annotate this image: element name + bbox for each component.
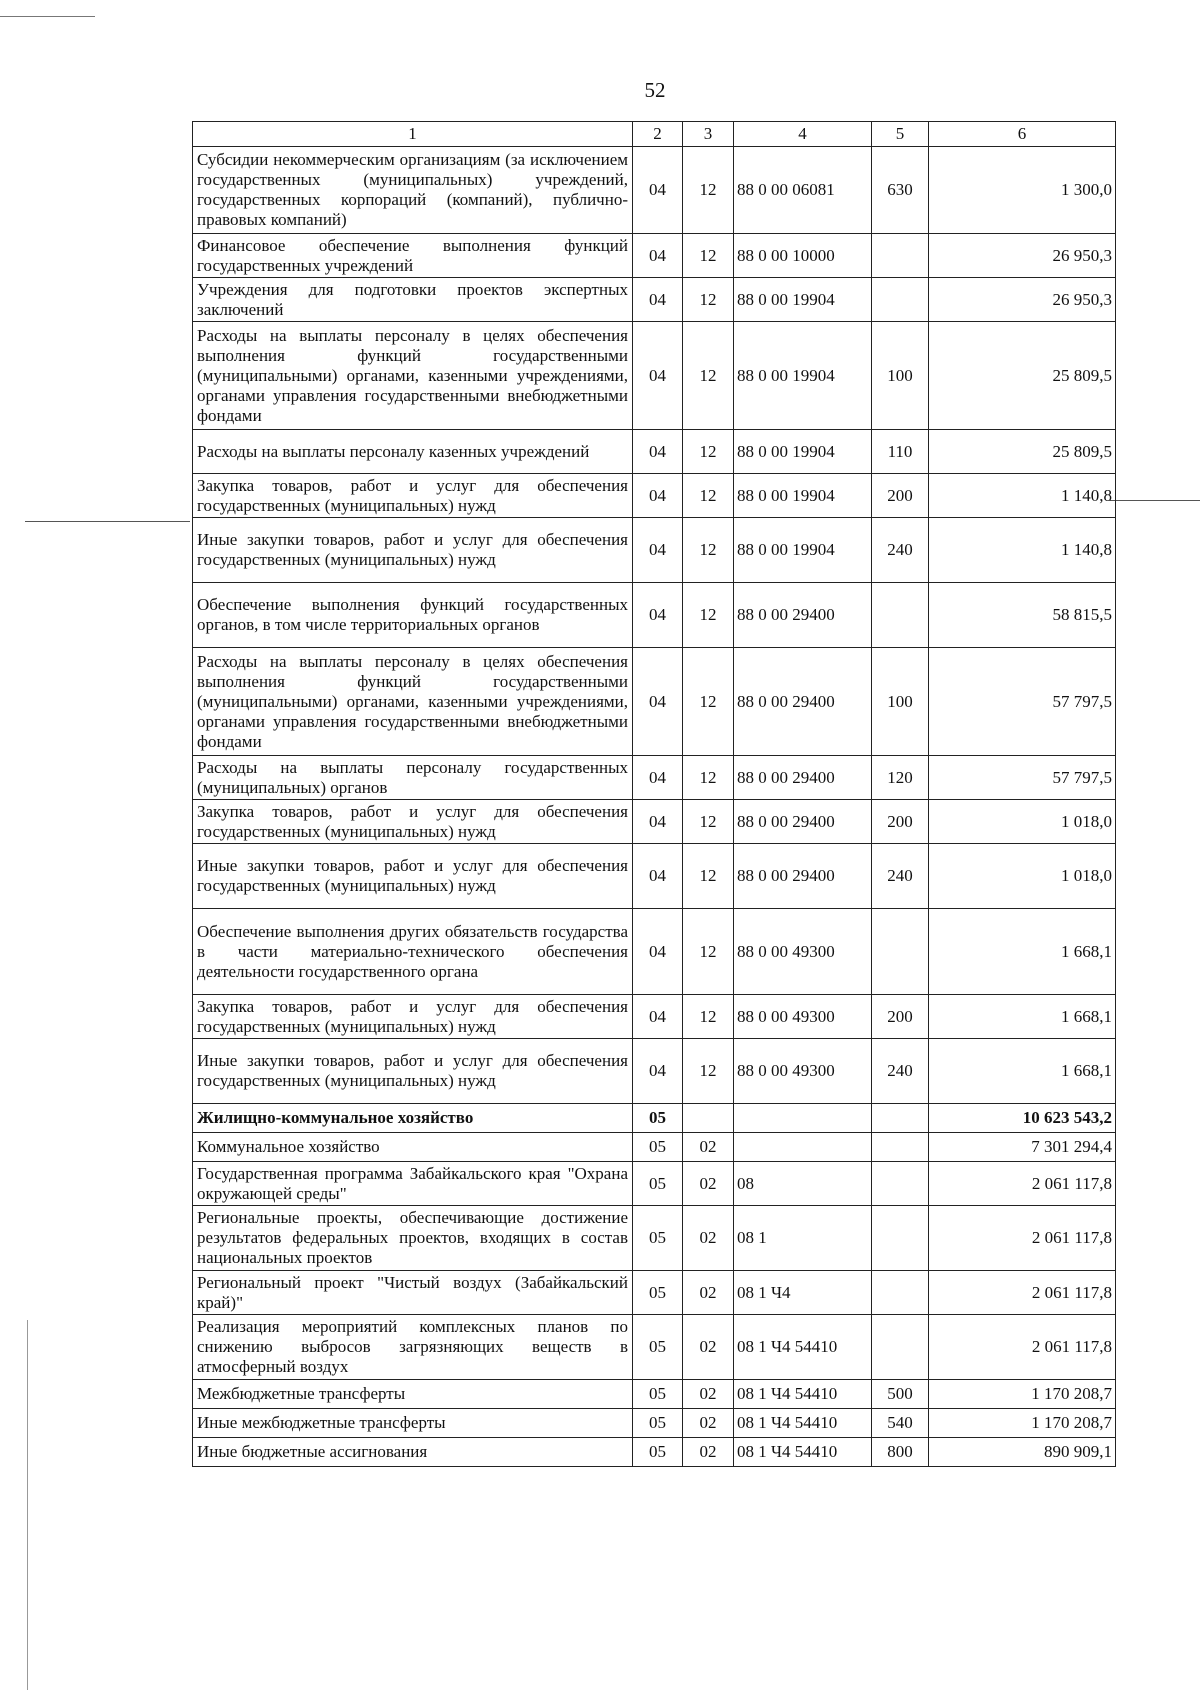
- subsection-code-cell: 02: [683, 1409, 734, 1438]
- target-article-cell: 88 0 00 19904: [734, 430, 872, 474]
- table-row: [193, 1104, 1116, 1133]
- target-article-cell: 88 0 00 29400: [734, 800, 872, 844]
- expense-type-cell: 110: [872, 430, 929, 474]
- expense-type-cell: 100: [872, 322, 929, 430]
- subsection-code-cell: 12: [683, 518, 734, 583]
- target-article-cell: [734, 1133, 872, 1162]
- amount-cell: 2 061 117,8: [929, 1271, 1116, 1315]
- subsection-code-cell: 02: [683, 1271, 734, 1315]
- expense-type-cell: [872, 278, 929, 322]
- target-article-cell: [734, 1104, 872, 1133]
- item-name-cell: Реализация мероприятий комплексных планов по снижению выбросов загрязняющих веществ в атмосферный воздух: [193, 1315, 633, 1380]
- amount-cell: 25 809,5: [929, 430, 1116, 474]
- item-name-cell: Расходы на выплаты персоналу в целях обеспечения выполнения функций государственными (муниципальными) органами, казенными учреждениями, органами управления государственными внебюджетными фондами: [193, 648, 633, 756]
- subsection-code-cell: 12: [683, 648, 734, 756]
- column-header: 4: [734, 122, 872, 147]
- item-name-cell: Жилищно-коммунальное хозяйство: [193, 1104, 633, 1133]
- subsection-code-cell: [683, 1104, 734, 1133]
- expense-type-cell: [872, 1104, 929, 1133]
- item-name-cell: Региональный проект "Чистый воздух (Забайкальский край)": [193, 1271, 633, 1315]
- expense-type-cell: 200: [872, 474, 929, 518]
- expense-type-cell: 240: [872, 1039, 929, 1104]
- page-number: 52: [644, 78, 666, 102]
- amount-cell: 25 809,5: [929, 322, 1116, 430]
- column-header: 6: [929, 122, 1116, 147]
- table-row: [193, 1380, 1116, 1409]
- amount-cell: 1 668,1: [929, 995, 1116, 1039]
- amount-cell: 890 909,1: [929, 1438, 1116, 1467]
- table-row: [193, 278, 1116, 322]
- item-name-cell: Коммунальное хозяйство: [193, 1133, 633, 1162]
- amount-cell: 57 797,5: [929, 648, 1116, 756]
- section-code-cell: 04: [633, 583, 683, 648]
- expense-type-cell: [872, 1162, 929, 1206]
- table-row: [193, 844, 1116, 909]
- expense-type-cell: 100: [872, 648, 929, 756]
- subsection-code-cell: 02: [683, 1162, 734, 1206]
- item-name-cell: Обеспечение выполнения других обязательств государства в части материально-технического обеспечения деятельности государственного органа: [193, 909, 633, 995]
- section-code-cell: 04: [633, 147, 683, 234]
- subsection-code-cell: 12: [683, 474, 734, 518]
- item-name-cell: Закупка товаров, работ и услуг для обеспечения государственных (муниципальных) нужд: [193, 474, 633, 518]
- target-article-cell: 08 1 Ч4 54410: [734, 1315, 872, 1380]
- item-name-cell: Расходы на выплаты персоналу государственных (муниципальных) органов: [193, 756, 633, 800]
- section-code-cell: 05: [633, 1206, 683, 1271]
- amount-cell: 26 950,3: [929, 234, 1116, 278]
- table-row: [193, 1315, 1116, 1380]
- target-article-cell: 88 0 00 19904: [734, 518, 872, 583]
- table-row: [193, 800, 1116, 844]
- target-article-cell: 88 0 00 19904: [734, 278, 872, 322]
- target-article-cell: 08 1 Ч4 54410: [734, 1409, 872, 1438]
- budget-table: [192, 121, 1116, 1467]
- expense-type-cell: 120: [872, 756, 929, 800]
- amount-cell: 10 623 543,2: [929, 1104, 1116, 1133]
- table-row: [193, 648, 1116, 756]
- table-row: [193, 234, 1116, 278]
- subsection-code-cell: 12: [683, 800, 734, 844]
- section-code-cell: 04: [633, 1039, 683, 1104]
- amount-cell: 26 950,3: [929, 278, 1116, 322]
- column-header: 1: [193, 122, 633, 147]
- section-code-cell: 04: [633, 518, 683, 583]
- target-article-cell: 88 0 00 10000: [734, 234, 872, 278]
- item-name-cell: Иные закупки товаров, работ и услуг для обеспечения государственных (муниципальных) нужд: [193, 1039, 633, 1104]
- target-article-cell: 08 1 Ч4: [734, 1271, 872, 1315]
- target-article-cell: 88 0 00 29400: [734, 844, 872, 909]
- expense-type-cell: 240: [872, 518, 929, 583]
- expense-type-cell: [872, 234, 929, 278]
- scan-artifact-line: [27, 1320, 28, 1690]
- table-row: [193, 1039, 1116, 1104]
- section-code-cell: 04: [633, 278, 683, 322]
- section-code-cell: 04: [633, 800, 683, 844]
- subsection-code-cell: 02: [683, 1438, 734, 1467]
- item-name-cell: Расходы на выплаты персоналу в целях обеспечения выполнения функций государственными (муниципальными) органами, казенными учреждениями, органами управления государственными внебюджетными фондами: [193, 322, 633, 430]
- expense-type-cell: [872, 909, 929, 995]
- expense-type-cell: 240: [872, 844, 929, 909]
- column-header: 3: [683, 122, 734, 147]
- table-row: [193, 1206, 1116, 1271]
- subsection-code-cell: 12: [683, 583, 734, 648]
- target-article-cell: 08 1 Ч4 54410: [734, 1438, 872, 1467]
- item-name-cell: Иные бюджетные ассигнования: [193, 1438, 633, 1467]
- subsection-code-cell: 12: [683, 909, 734, 995]
- item-name-cell: Расходы на выплаты персоналу казенных учреждений: [193, 430, 633, 474]
- subsection-code-cell: 02: [683, 1133, 734, 1162]
- expense-type-cell: 200: [872, 995, 929, 1039]
- expense-type-cell: [872, 1271, 929, 1315]
- table-row: [193, 583, 1116, 648]
- section-code-cell: 04: [633, 995, 683, 1039]
- section-code-cell: 05: [633, 1162, 683, 1206]
- expense-type-cell: [872, 1206, 929, 1271]
- table-row: [193, 1133, 1116, 1162]
- column-header: 5: [872, 122, 929, 147]
- expense-type-cell: 630: [872, 147, 929, 234]
- section-code-cell: 05: [633, 1438, 683, 1467]
- item-name-cell: Закупка товаров, работ и услуг для обеспечения государственных (муниципальных) нужд: [193, 800, 633, 844]
- target-article-cell: 88 0 00 49300: [734, 995, 872, 1039]
- amount-cell: 1 170 208,7: [929, 1380, 1116, 1409]
- section-code-cell: 04: [633, 756, 683, 800]
- table-row: [193, 1271, 1116, 1315]
- expense-type-cell: 500: [872, 1380, 929, 1409]
- table-row: [193, 474, 1116, 518]
- section-code-cell: 05: [633, 1104, 683, 1133]
- subsection-code-cell: 12: [683, 430, 734, 474]
- amount-cell: 1 018,0: [929, 800, 1116, 844]
- section-code-cell: 04: [633, 322, 683, 430]
- amount-cell: 57 797,5: [929, 756, 1116, 800]
- section-code-cell: 04: [633, 430, 683, 474]
- table-row: [193, 1438, 1116, 1467]
- amount-cell: 2 061 117,8: [929, 1315, 1116, 1380]
- target-article-cell: 08 1: [734, 1206, 872, 1271]
- item-name-cell: Субсидии некоммерческим организациям (за исключением государственных (муниципальных) учреждений, государственных корпораций (компаний), публично-правовых компаний): [193, 147, 633, 234]
- expense-type-cell: [872, 1133, 929, 1162]
- item-name-cell: Региональные проекты, обеспечивающие достижение результатов федеральных проектов, входящих в состав национальных проектов: [193, 1206, 633, 1271]
- section-code-cell: 05: [633, 1271, 683, 1315]
- table-row: [193, 147, 1116, 234]
- expense-type-cell: 200: [872, 800, 929, 844]
- target-article-cell: 88 0 00 06081: [734, 147, 872, 234]
- target-article-cell: 88 0 00 29400: [734, 756, 872, 800]
- item-name-cell: Закупка товаров, работ и услуг для обеспечения государственных (муниципальных) нужд: [193, 995, 633, 1039]
- section-code-cell: 05: [633, 1409, 683, 1438]
- item-name-cell: Финансовое обеспечение выполнения функций государственных учреждений: [193, 234, 633, 278]
- section-code-cell: 04: [633, 909, 683, 995]
- column-header: 2: [633, 122, 683, 147]
- table-row: [193, 995, 1116, 1039]
- amount-cell: 2 061 117,8: [929, 1162, 1116, 1206]
- target-article-cell: 08: [734, 1162, 872, 1206]
- subsection-code-cell: 02: [683, 1206, 734, 1271]
- item-name-cell: Учреждения для подготовки проектов экспертных заключений: [193, 278, 633, 322]
- section-code-cell: 05: [633, 1380, 683, 1409]
- section-code-cell: 04: [633, 474, 683, 518]
- item-name-cell: Иные межбюджетные трансферты: [193, 1409, 633, 1438]
- section-code-cell: 05: [633, 1133, 683, 1162]
- table-row: [193, 909, 1116, 995]
- table-row: [193, 1162, 1116, 1206]
- table-row: [193, 1409, 1116, 1438]
- table-row: [193, 322, 1116, 430]
- section-code-cell: 04: [633, 234, 683, 278]
- amount-cell: 1 018,0: [929, 844, 1116, 909]
- amount-cell: 1 668,1: [929, 909, 1116, 995]
- target-article-cell: 88 0 00 49300: [734, 909, 872, 995]
- target-article-cell: 88 0 00 29400: [734, 648, 872, 756]
- subsection-code-cell: 12: [683, 322, 734, 430]
- expense-type-cell: 540: [872, 1409, 929, 1438]
- subsection-code-cell: 02: [683, 1380, 734, 1409]
- item-name-cell: Иные закупки товаров, работ и услуг для обеспечения государственных (муниципальных) нужд: [193, 844, 633, 909]
- item-name-cell: Обеспечение выполнения функций государственных органов, в том числе территориальных органов: [193, 583, 633, 648]
- target-article-cell: 88 0 00 19904: [734, 322, 872, 430]
- subsection-code-cell: 12: [683, 995, 734, 1039]
- subsection-code-cell: 02: [683, 1315, 734, 1380]
- item-name-cell: Государственная программа Забайкальского края "Охрана окружающей среды": [193, 1162, 633, 1206]
- amount-cell: 1 668,1: [929, 1039, 1116, 1104]
- table-row: [193, 756, 1116, 800]
- amount-cell: 1 140,8: [929, 474, 1116, 518]
- expense-type-cell: [872, 583, 929, 648]
- section-code-cell: 04: [633, 648, 683, 756]
- item-name-cell: Межбюджетные трансферты: [193, 1380, 633, 1409]
- subsection-code-cell: 12: [683, 234, 734, 278]
- scan-artifact-line: [25, 521, 190, 522]
- amount-cell: 7 301 294,4: [929, 1133, 1116, 1162]
- subsection-code-cell: 12: [683, 756, 734, 800]
- section-code-cell: 05: [633, 1315, 683, 1380]
- target-article-cell: 88 0 00 29400: [734, 583, 872, 648]
- target-article-cell: 08 1 Ч4 54410: [734, 1380, 872, 1409]
- subsection-code-cell: 12: [683, 844, 734, 909]
- amount-cell: 1 170 208,7: [929, 1409, 1116, 1438]
- scan-artifact-line: [0, 16, 95, 17]
- section-code-cell: 04: [633, 844, 683, 909]
- amount-cell: 1 300,0: [929, 147, 1116, 234]
- expense-type-cell: [872, 1315, 929, 1380]
- subsection-code-cell: 12: [683, 147, 734, 234]
- table-header-row: [193, 122, 1116, 147]
- target-article-cell: 88 0 00 49300: [734, 1039, 872, 1104]
- item-name-cell: Иные закупки товаров, работ и услуг для обеспечения государственных (муниципальных) нужд: [193, 518, 633, 583]
- expense-type-cell: 800: [872, 1438, 929, 1467]
- amount-cell: 1 140,8: [929, 518, 1116, 583]
- subsection-code-cell: 12: [683, 1039, 734, 1104]
- subsection-code-cell: 12: [683, 278, 734, 322]
- table-row: [193, 518, 1116, 583]
- scan-artifact-line: [1110, 500, 1200, 501]
- amount-cell: 58 815,5: [929, 583, 1116, 648]
- target-article-cell: 88 0 00 19904: [734, 474, 872, 518]
- amount-cell: 2 061 117,8: [929, 1206, 1116, 1271]
- table-row: [193, 430, 1116, 474]
